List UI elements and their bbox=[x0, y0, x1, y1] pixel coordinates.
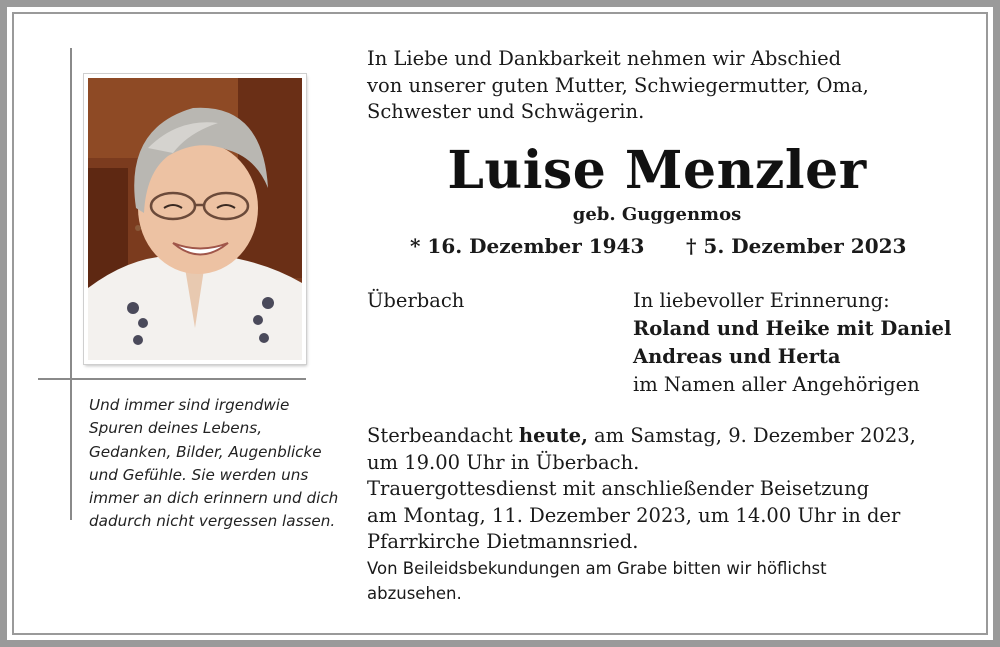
quote-line: und Gefühle. Sie werden uns bbox=[89, 465, 309, 484]
intro-text bbox=[367, 46, 869, 126]
mourners-others: im Namen aller Angehörigen bbox=[633, 373, 920, 396]
mourners-block bbox=[633, 287, 951, 399]
quote-line: immer an dich erinnern und dich bbox=[89, 489, 339, 508]
service-info bbox=[367, 423, 916, 556]
intro-line-1: In Liebe und Dankbarkeit nehmen wir Abschied bbox=[367, 47, 842, 70]
service-prefix: Sterbeandacht bbox=[367, 424, 519, 447]
place-name: Überbach bbox=[367, 289, 465, 312]
portrait-illustration bbox=[88, 78, 302, 360]
birth-name: geb. Guggenmos bbox=[572, 204, 742, 225]
quote-line: dadurch nicht vergessen lassen. bbox=[89, 512, 336, 531]
service-line-3: Trauergottesdienst mit anschließender Beisetzung bbox=[367, 477, 870, 500]
mourners-family-1: Roland und Heike mit Daniel bbox=[633, 317, 952, 340]
service-line-1-rest: am Samstag, 9. Dezember 2023, bbox=[587, 424, 916, 447]
vertical-divider bbox=[70, 48, 72, 520]
death-date: † 5. Dezember 2023 bbox=[686, 234, 907, 258]
condolence-note bbox=[367, 556, 827, 606]
memorial-quote bbox=[89, 394, 349, 534]
birth-date: * 16. Dezember 1943 bbox=[410, 234, 645, 258]
service-line-5: Pfarrkirche Dietmannsried. bbox=[367, 530, 639, 553]
intro-line-3: Schwester und Schwägerin. bbox=[367, 100, 645, 123]
intro-line-2: von unserer guten Mutter, Schwiegermutter, Oma, bbox=[367, 73, 869, 97]
quote-line: Und immer sind irgendwie bbox=[89, 396, 290, 414]
service-today: heute, bbox=[518, 424, 588, 447]
quote-line: Spuren deines Lebens, bbox=[89, 419, 263, 438]
service-line-1 bbox=[367, 423, 916, 450]
horizontal-divider bbox=[38, 378, 306, 380]
service-line-4: am Montag, 11. Dezember 2023, um 14.00 Uhr in der bbox=[367, 503, 901, 527]
mourners-family-2: Andreas und Herta bbox=[633, 345, 841, 368]
portrait-photo bbox=[84, 74, 306, 364]
deceased-name: Luise Menzler bbox=[447, 140, 867, 201]
service-line-2: um 19.00 Uhr in Überbach. bbox=[367, 450, 640, 474]
note-line-1: Von Beileidsbekundungen am Grabe bitten wir höflichst bbox=[367, 559, 827, 578]
note-line-2: abzusehen. bbox=[367, 584, 462, 603]
memory-heading: In liebevoller Erinnerung: bbox=[633, 289, 890, 312]
quote-line: Gedanken, Bilder, Augenblicke bbox=[89, 442, 322, 461]
